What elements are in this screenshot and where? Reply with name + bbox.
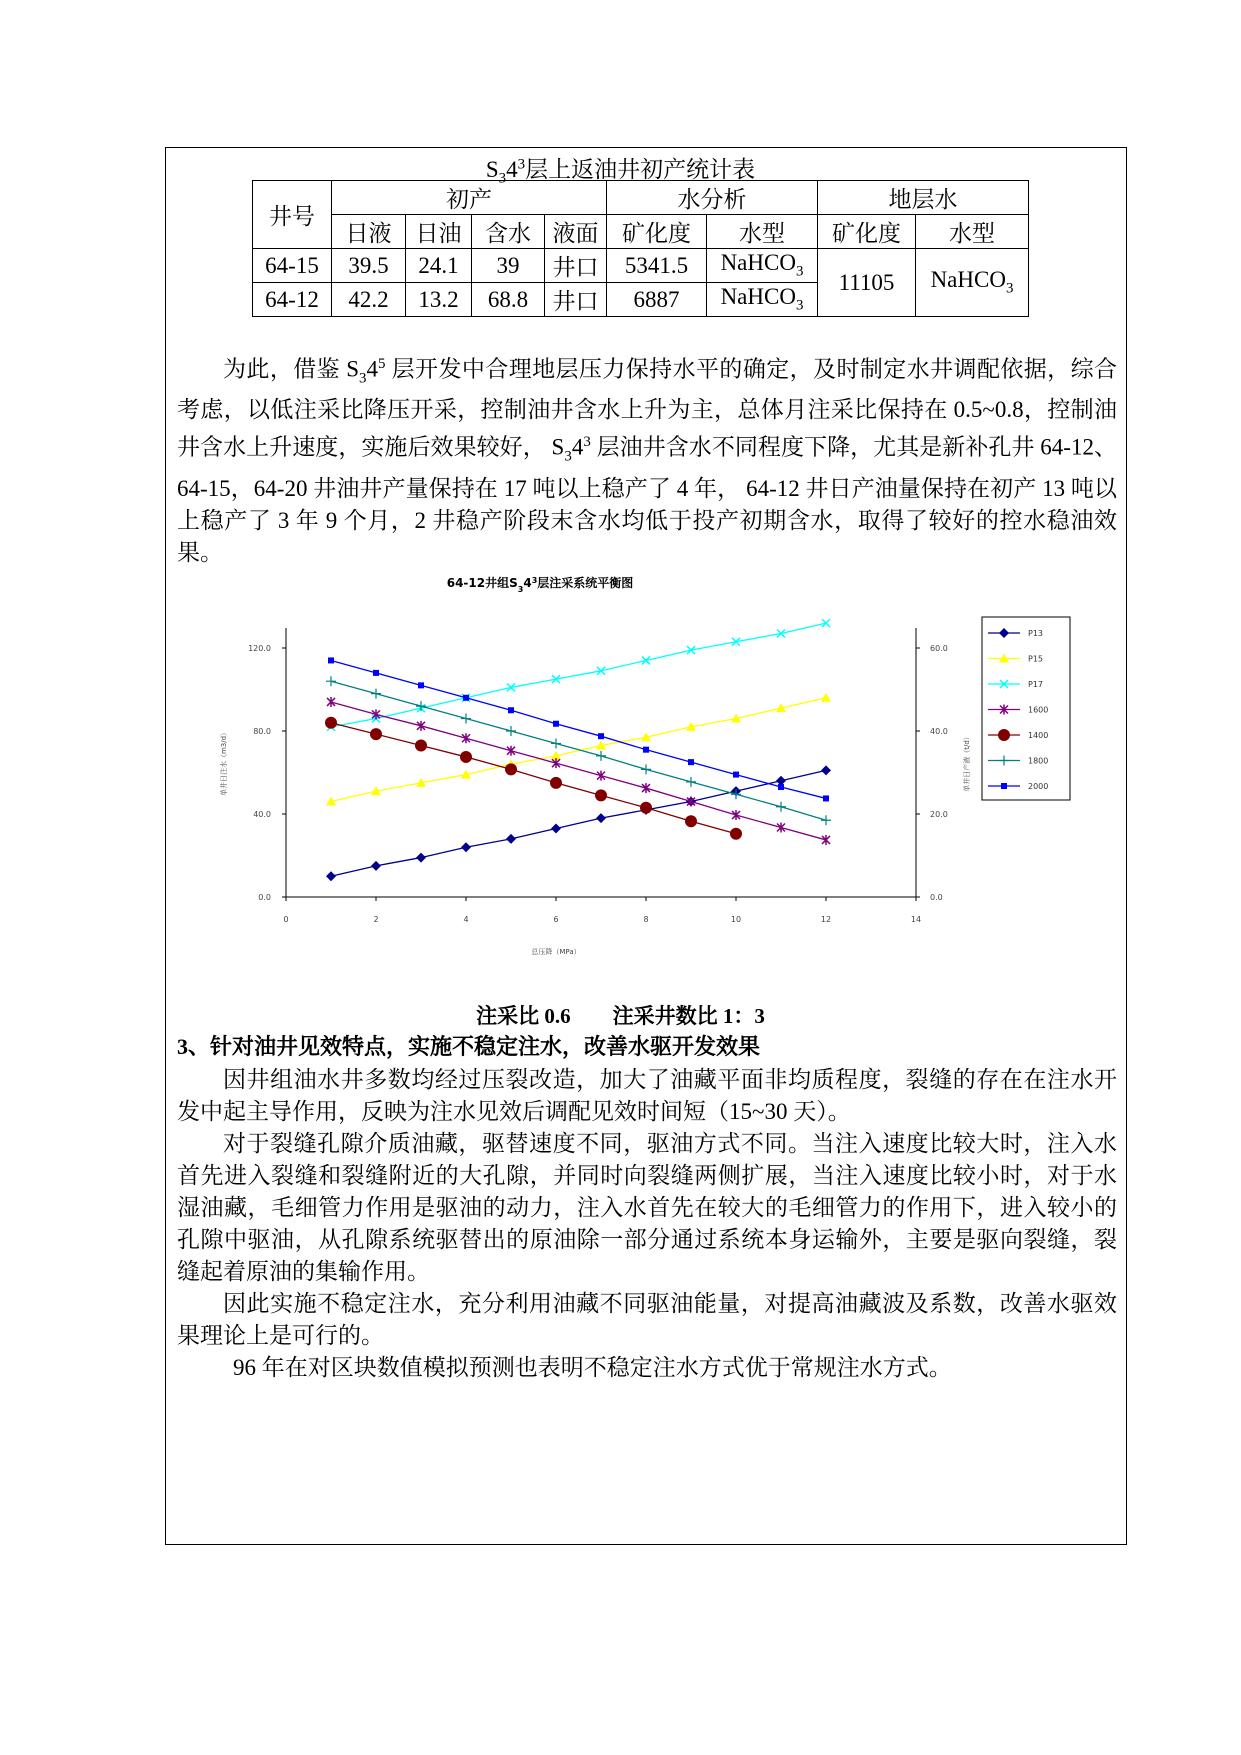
legend-label: 1600 [1028,705,1049,715]
cell-watercut: 68.8 [472,283,545,317]
data-point [596,751,606,761]
cell-watercut: 39 [472,249,545,283]
y-right-tick-label: 60.0 [930,644,948,653]
cell-well: 64-12 [253,283,332,317]
paragraph-pressure: 为此，借鉴 $S_34^5$ 层开发中合理地层压力保持水平的确定，及时制定水井调配依据，综合考虑，以低注采比降压开采，控制油井含水上升为主，总体月注采比保持在 0.5~0.8，控制油井含水上升速度，实施后效果较好， $S_34^3$ 层油井含水不同程度下降，尤其是新补孔井 64-12、64-15，64-20 井油井产量保持在 17 吨以上稳产了 4 年， 64-12 井日产油量保持在初产 13 吨以上稳产了 3 年 9 个月，2 井稳产阶段末含水均低于投产初期含水，取得了较好的控水稳油效果。 [177,356,1118,565]
data-point [505,763,517,775]
initial-production-table [252,180,1029,317]
legend-marker [1001,783,1007,789]
data-point [416,853,426,863]
data-point [506,834,516,844]
legend-label: P17 [1028,680,1044,689]
x-tick-label: 8 [643,915,649,924]
data-point [507,746,515,756]
subheader-salinity: 矿化度 [607,215,707,249]
data-point [595,789,607,801]
data-point [372,709,380,719]
cell-level: 井口 [545,249,607,283]
data-point [641,764,651,774]
header-initial: 初产 [332,181,607,215]
data-point [821,693,831,702]
data-point [506,726,516,736]
data-point [776,802,786,812]
data-point [463,695,469,701]
data-point [553,721,559,727]
data-point [730,828,742,840]
cell-oil: 13.2 [406,283,472,317]
data-point [778,784,784,790]
x-tick-label: 14 [910,915,922,924]
y-left-tick-label: 120.0 [248,644,271,653]
subheader-formation-type: 水型 [916,215,1029,249]
x-tick-label: 10 [730,915,742,924]
series-line [331,702,826,840]
data-point [551,824,561,834]
x-tick-label: 0 [283,915,289,924]
cell-formation-type: NaHCO$_3$ [916,249,1029,317]
chart-title: 64-12井组$S_34^3$层注采系统平衡图 [446,575,634,594]
paragraph-displacement: 对于裂缝孔隙介质油藏，驱替速度不同，驱油方式不同。当注入速度比较大时，注入水首先进入裂缝和裂缝附近的大孔隙，并同时向裂缝两侧扩展，当注入速度比较小时，对于水湿油藏，毛细管力作用是驱油的动力，注入水首先在较大的毛细管力的作用下，进入较小的孔隙中驱油，从孔隙系统驱替出的原油除一部分通过系统本身运输外，主要是驱向裂缝，裂缝起着原油的集输作用。 [177,1131,1117,1284]
cell-oil: 24.1 [406,249,472,283]
data-point [777,822,785,832]
data-point [821,815,831,825]
data-point [461,842,471,852]
legend-label: P15 [1028,654,1044,664]
data-point [460,751,472,763]
data-point [328,657,334,663]
data-point [688,759,694,765]
y-left-tick-label: 0.0 [258,893,271,902]
data-point [462,733,470,743]
x-axis-label: 总压降（MPa） [531,948,581,956]
subheader-type: 水型 [707,215,818,249]
data-point [597,771,605,781]
subheader-formation-salinity: 矿化度 [818,215,916,249]
y-left-axis-label: 单井日注水（m3/d） [220,728,228,797]
y-left-tick-label: 40.0 [253,810,271,819]
data-point [370,728,382,740]
data-point [461,714,471,724]
data-point [733,772,739,778]
subheader-oil: 日油 [406,215,472,249]
data-point [508,707,514,713]
cell-salinity: 5341.5 [607,249,707,283]
paragraph-fracture: 因井组油水井多数均经过压裂改造，加大了油藏平面非均质程度，裂缝的存在在注水开发中起主导作用，反映为注水见效后调配见效时间短（15~30 天）。 [177,1067,1117,1124]
data-point [418,682,424,688]
subheader-liquid: 日液 [332,215,406,249]
legend-label: P13 [1028,629,1044,638]
cell-salinity: 6887 [607,283,707,317]
table-caption: $S_34^3$层上返油井初产统计表 [485,156,756,187]
y-right-axis-label: 单井日产液（t/d） [963,733,971,792]
section-heading: 3、针对油井见效特点，实施不稳定注水，改善水驱开发效果 [177,1034,761,1059]
subheader-watercut: 含水 [472,215,545,249]
paragraph-conclusion: 因此实施不稳定注水，充分利用油藏不同驱油能量，对提高油藏波及系数，改善水驱效果理论上是可行的。 [177,1291,1117,1348]
data-point [327,697,335,707]
table-subheader-row [253,215,1029,249]
y-right-tick-label: 20.0 [930,810,948,819]
x-tick-label: 12 [820,915,832,924]
header-formation-water: 地层水 [818,181,1029,215]
data-point [373,670,379,676]
balance-chart [200,565,1100,965]
header-water-analysis: 水分析 [607,181,818,215]
data-point [643,747,649,753]
series-2000 [328,657,829,801]
data-point [685,815,697,827]
series-line [331,723,736,834]
legend-label: 1800 [1028,756,1049,766]
data-point [598,733,604,739]
data-point [325,717,337,729]
data-point [732,810,740,820]
data-point [371,861,381,871]
cell-liquid: 42.2 [332,283,406,317]
data-point [551,738,561,748]
x-tick-label: 6 [553,915,559,924]
table-row [253,249,1029,283]
data-point [640,802,652,814]
y-right-tick-label: 0.0 [930,893,943,902]
data-point [326,676,336,686]
data-point [821,765,831,775]
data-point [415,740,427,752]
chart-caption: 注采比 0.6 注采井数比 1：3 [476,1004,765,1028]
cell-liquid: 39.5 [332,249,406,283]
series-line [331,660,826,798]
data-point [686,777,696,787]
cell-well: 64-15 [253,249,332,283]
data-point [596,813,606,823]
legend-label: 1400 [1028,731,1049,740]
data-point [822,835,830,845]
x-tick-label: 4 [463,915,469,924]
legend-marker [998,729,1010,741]
data-point [417,721,425,731]
data-point [371,689,381,699]
series-P13 [326,765,831,881]
y-right-tick-label: 40.0 [930,727,948,736]
data-point [642,783,650,793]
subheader-level: 液面 [545,215,607,249]
legend-box [982,617,1070,800]
cell-level: 井口 [545,283,607,317]
cell-type: NaHCO$_3$ [707,283,818,317]
data-point [326,871,336,881]
paragraph-simulation: 96 年在对区块数值模拟预测也表明不稳定注水方式优于常规注水方式。 [233,1355,952,1380]
x-tick-label: 2 [373,915,379,924]
data-point [550,777,562,789]
cell-formation-salinity: 11105 [818,249,916,317]
header-well: 井号 [253,181,332,249]
legend-label: 2000 [1028,782,1049,791]
data-point [823,795,829,801]
table-header-row [253,181,1029,215]
y-left-tick-label: 80.0 [253,727,271,736]
cell-type: NaHCO$_3$ [707,249,818,283]
series-line [331,623,826,727]
data-point [552,758,560,768]
